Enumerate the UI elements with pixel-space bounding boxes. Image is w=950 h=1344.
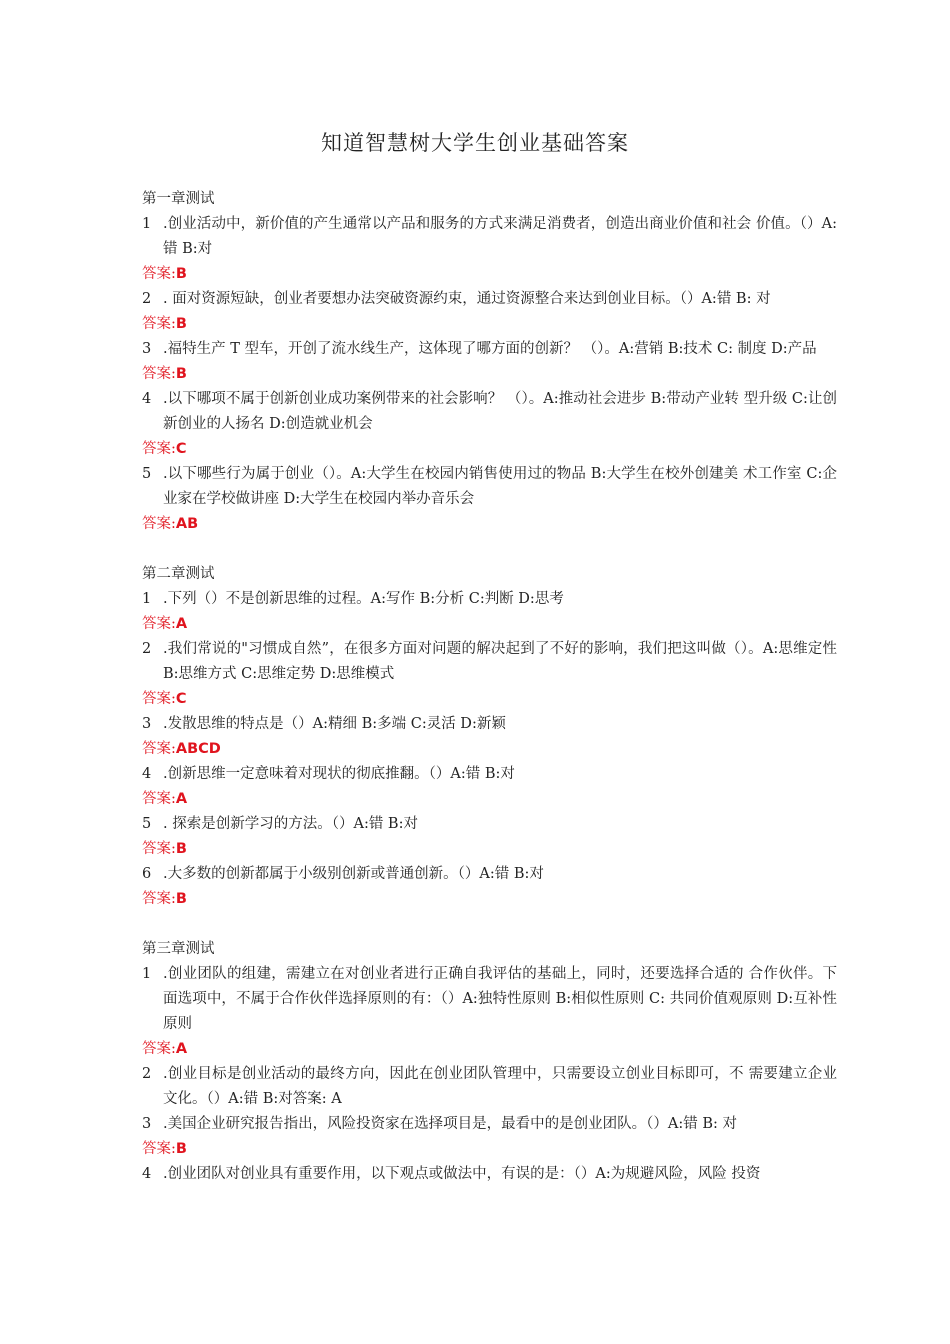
question-text: .创业活动中，新价值的产生通常以产品和服务的方式来满足消费者，创造出商业价值和社会 价值。（）A:错 B:对 bbox=[163, 216, 837, 257]
chapter-title: 第二章测试 bbox=[142, 566, 215, 582]
answer-label: 答案: bbox=[142, 891, 176, 907]
chapter-title: 第一章测试 bbox=[142, 191, 215, 207]
answer-line bbox=[142, 837, 837, 862]
answer-label: 答案: bbox=[142, 691, 176, 707]
question-text: .发散思维的特点是（）A:精细 B:多端 C:灵活 D:新颖 bbox=[163, 716, 506, 732]
answer-value: C bbox=[175, 691, 187, 707]
question-item bbox=[142, 812, 837, 837]
question-item bbox=[142, 287, 837, 312]
question-number: 2 bbox=[142, 1066, 152, 1082]
question-item bbox=[142, 1162, 837, 1187]
question-number: 4 bbox=[142, 1166, 152, 1182]
question-text: .大多数的创新都属于小级别创新或普通创新。（）A:错 B:对 bbox=[163, 866, 544, 882]
question-number: 1 bbox=[142, 966, 152, 982]
question-text: .创业目标是创业活动的最终方向，因此在创业团队管理中，只需要设立创业目标即可，不 需要建立企业文化。（）A:错 B:对答案: A bbox=[163, 1066, 837, 1107]
question-number: 2 bbox=[142, 641, 152, 657]
question-item bbox=[142, 212, 837, 262]
answer-value: ABCD bbox=[175, 741, 221, 757]
answer-line bbox=[142, 1037, 837, 1062]
answer-line bbox=[142, 787, 837, 812]
answer-line bbox=[142, 512, 837, 537]
question-number: 5 bbox=[142, 466, 152, 482]
question-item bbox=[142, 337, 837, 362]
question-number: 3 bbox=[142, 341, 152, 357]
answer-line bbox=[142, 1137, 837, 1162]
answer-label: 答案: bbox=[142, 266, 176, 282]
question-number: 6 bbox=[142, 866, 152, 882]
question-text: .以下哪项不属于创新创业成功案例带来的社会影响？ （）。A:推动社会进步 B:带动产业转 型升级 C:让创新创业的人扬名 D:创造就业机会 bbox=[163, 391, 837, 432]
question-text: .创业团队的组建，需建立在对创业者进行正确自我评估的基础上，同时，还要选择合适的 合作伙伴。下面选项中，不属于合作伙伴选择原则的有：（）A:独特性原则 B:相似性原则 C: 共同价值观原则 D:互补性原则 bbox=[163, 966, 837, 1032]
answer-label: 答案: bbox=[142, 441, 176, 457]
question-item bbox=[142, 962, 837, 1037]
answer-value: B bbox=[175, 841, 187, 857]
question-text: .创业团队对创业具有重要作用，以下观点或做法中，有误的是：（）A:为规避风险，风险 投资 bbox=[163, 1166, 761, 1182]
question-item bbox=[142, 1062, 837, 1112]
answer-label: 答案: bbox=[142, 516, 176, 532]
answer-line bbox=[142, 887, 837, 912]
answer-label: 答案: bbox=[142, 316, 176, 332]
question-item bbox=[142, 637, 837, 687]
question-text: .以下哪些行为属于创业（）。A:大学生在校园内销售使用过的物品 B:大学生在校外创建美 术工作室 C:企业家在学校做讲座 D:大学生在校园内举办音乐会 bbox=[163, 466, 837, 507]
answer-label: 答案: bbox=[142, 741, 176, 757]
chapter-section bbox=[142, 562, 837, 912]
question-number: 3 bbox=[142, 1116, 152, 1132]
question-text: . 面对资源短缺，创业者要想办法突破资源约束，通过资源整合来达到创业目标。（）A:错 B: 对 bbox=[163, 291, 771, 307]
question-item bbox=[142, 712, 837, 737]
question-item bbox=[142, 387, 837, 437]
answer-line bbox=[142, 687, 837, 712]
question-text: .美国企业研究报告指出，风险投资家在选择项目是，最看中的是创业团队。（）A:错 B: 对 bbox=[163, 1116, 737, 1132]
question-number: 3 bbox=[142, 716, 152, 732]
question-item bbox=[142, 462, 837, 512]
question-text: .福特生产 T 型车，开创了流水线生产，这体现了哪方面的创新？ （）。A:营销 B:技术 C: 制度 D:产品 bbox=[163, 341, 817, 357]
question-text: . 探索是创新学习的方法。（）A:错 B:对 bbox=[163, 816, 418, 832]
question-item bbox=[142, 862, 837, 887]
answer-value: B bbox=[175, 366, 187, 382]
answer-label: 答案: bbox=[142, 1041, 176, 1057]
chapter-title: 第三章测试 bbox=[142, 941, 215, 957]
question-number: 2 bbox=[142, 291, 152, 307]
question-number: 1 bbox=[142, 591, 152, 607]
answer-value: A bbox=[175, 616, 188, 632]
question-text: .下列（）不是创新思维的过程。A:写作 B:分析 C:判断 D:思考 bbox=[163, 591, 564, 607]
document-body bbox=[142, 187, 837, 1212]
question-item bbox=[142, 1112, 837, 1137]
answer-value: A bbox=[175, 791, 188, 807]
answer-value: B bbox=[175, 1141, 187, 1157]
answer-value: AB bbox=[175, 516, 199, 532]
answer-label: 答案: bbox=[142, 791, 176, 807]
answer-value: C bbox=[175, 441, 187, 457]
answer-line bbox=[142, 737, 837, 762]
answer-line bbox=[142, 612, 837, 637]
chapter-section bbox=[142, 187, 837, 537]
answer-value: B bbox=[175, 891, 187, 907]
question-text: .我们常说的"习惯成自然”，在很多方面对问题的解决起到了不好的影响，我们把这叫做（）。A:思维定性 B:思维方式 C:思维定势 D:思维模式 bbox=[163, 641, 837, 682]
answer-value: A bbox=[175, 1041, 188, 1057]
answer-label: 答案: bbox=[142, 841, 176, 857]
answer-line bbox=[142, 312, 837, 337]
question-number: 1 bbox=[142, 216, 152, 232]
question-text: .创新思维一定意味着对现状的彻底推翻。（）A:错 B:对 bbox=[163, 766, 515, 782]
answer-label: 答案: bbox=[142, 366, 176, 382]
answer-value: B bbox=[175, 266, 187, 282]
question-number: 4 bbox=[142, 391, 152, 407]
answer-label: 答案: bbox=[142, 616, 176, 632]
answer-line bbox=[142, 262, 837, 287]
question-item bbox=[142, 587, 837, 612]
answer-line bbox=[142, 362, 837, 387]
answer-line bbox=[142, 437, 837, 462]
answer-value: B bbox=[175, 316, 187, 332]
question-number: 4 bbox=[142, 766, 152, 782]
chapter-section bbox=[142, 937, 837, 1187]
question-item bbox=[142, 762, 837, 787]
answer-label: 答案: bbox=[142, 1141, 176, 1157]
question-number: 5 bbox=[142, 816, 152, 832]
document-title: 知道智慧树大学生创业基础答案 bbox=[321, 131, 629, 155]
